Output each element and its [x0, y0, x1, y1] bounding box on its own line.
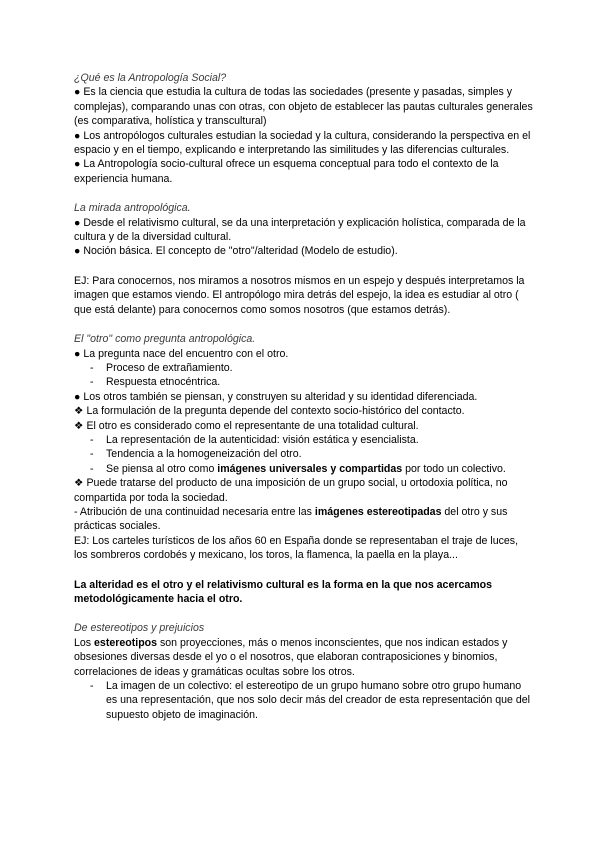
paragraph: ❖ La formulación de la pregunta depende del contexto socio-histórico del contacto. [74, 405, 465, 418]
dash-item-text: Se piensa al otro como [106, 462, 218, 475]
paragraph [74, 505, 534, 534]
text-run: son proyecciones, más o menos inconscientes, que nos indican estados y obsesiones diversas desde el yo o el nosotros, que elaboran contraposiciones y binomios, correlaciones de ideas y gramáticas ocultas sobre los otros. [74, 636, 508, 678]
bold-statement: La alteridad es el otro y el relativismo cultural es la forma en la que nos acercamos metodológicamente hacia el otro. [74, 578, 493, 605]
paragraph: ● Los otros también se piensan, y construyen su alteridad y su identidad diferenciada. [74, 390, 478, 403]
paragraph: ● La pregunta nace del encuentro con el otro. [74, 347, 289, 360]
dash-item [74, 447, 534, 461]
heading-mirada-antropologica: La mirada antropológica. [74, 202, 191, 215]
paragraph: ● Los antropólogos culturales estudian la sociedad y la cultura, considerando la perspectiva en el espacio y en el tiempo, explicando e interpretando las similitudes y las diferencias culturales. [74, 129, 531, 157]
dash-item [74, 361, 534, 375]
dash-item [74, 679, 534, 722]
dash-item-text: La representación de la autenticidad: visión estática y esencialista. [106, 433, 419, 446]
paragraph: ❖ Puede tratarse del producto de una imposición de un grupo social, u ortodoxia política, no compartida por toda la sociedad. [74, 477, 508, 504]
dash-marker: - [90, 680, 94, 693]
bold-text: estereotipos [94, 636, 158, 649]
paragraph: ❖ El otro es considerado como el representante de una totalidad cultural. [74, 419, 419, 432]
dash-item-text: Tendencia a la homogeneización del otro. [106, 448, 302, 461]
dash-marker: - [90, 376, 94, 389]
dash-marker: - [90, 448, 94, 461]
text-run: Los [74, 636, 95, 649]
example-paragraph: EJ: Para conocernos, nos miramos a nosotros mismos en un espejo y después interpretamos la imagen que estamos viendo. El antropólogo mira detrás del espejo, la idea es estudiar al otro ( que está delante) para conocernos como somos nosotros (que estamos detrás). [74, 274, 525, 316]
dash-marker: - [90, 361, 94, 374]
dash-marker: - [90, 462, 94, 475]
heading-antropologia-social: ¿Qué es la Antropología Social? [74, 72, 227, 84]
text-run: del otro y sus prácticas sociales. [74, 505, 508, 533]
dash-item-text: Respuesta etnocéntrica. [106, 376, 221, 389]
dash-item [74, 462, 534, 476]
bold-text: imágenes estereotipadas [314, 505, 442, 518]
example-paragraph: EJ: Los carteles turísticos de los años 60 en España donde se representaban el traje de luces, los sombreros cordobés y mexicano, los toros, la flamenca, la paella en la playa... [74, 534, 519, 562]
bold-text: imágenes universales y compartidas [217, 462, 403, 475]
document-body [74, 71, 534, 722]
heading-estereotipos: De estereotipos y prejuicios [74, 622, 205, 635]
paragraph: ● Noción básica. El concepto de "otro"/alteridad (Modelo de estudio). [74, 245, 398, 258]
paragraph: ● Desde el relativismo cultural, se da una interpretación y explicación holística, comparada de la cultura y de la diversidad cultural. [74, 216, 526, 244]
paragraph [74, 636, 534, 679]
dash-item-text: Proceso de extrañamiento. [106, 361, 233, 374]
heading-otro-pregunta: El "otro" como pregunta antropológica. [74, 333, 256, 346]
dash-item-text: por todo un colectivo. [402, 462, 506, 475]
dash-item [74, 433, 534, 447]
text-run: - Atribución de una continuidad necesaria entre las [74, 505, 315, 518]
dash-item-text: La imagen de un colectivo: el estereotipo de un grupo humano sobre otro grupo humano es una representación, que nos solo decir más del creador de esta representación que del supuesto objeto de imaginación. [106, 680, 531, 721]
paragraph: ● Es la ciencia que estudia la cultura de todas las sociedades (presente y pasadas, simples y complejas), comparando unas con otras, con objeto de establecer las pautas culturales generales (es comparativa, holística y transcultural) [74, 86, 533, 128]
paragraph: ● La Antropología socio-cultural ofrece un esquema conceptual para todo el contexto de la experiencia humana. [74, 158, 499, 185]
dash-marker: - [90, 433, 94, 446]
dash-item [74, 375, 534, 389]
